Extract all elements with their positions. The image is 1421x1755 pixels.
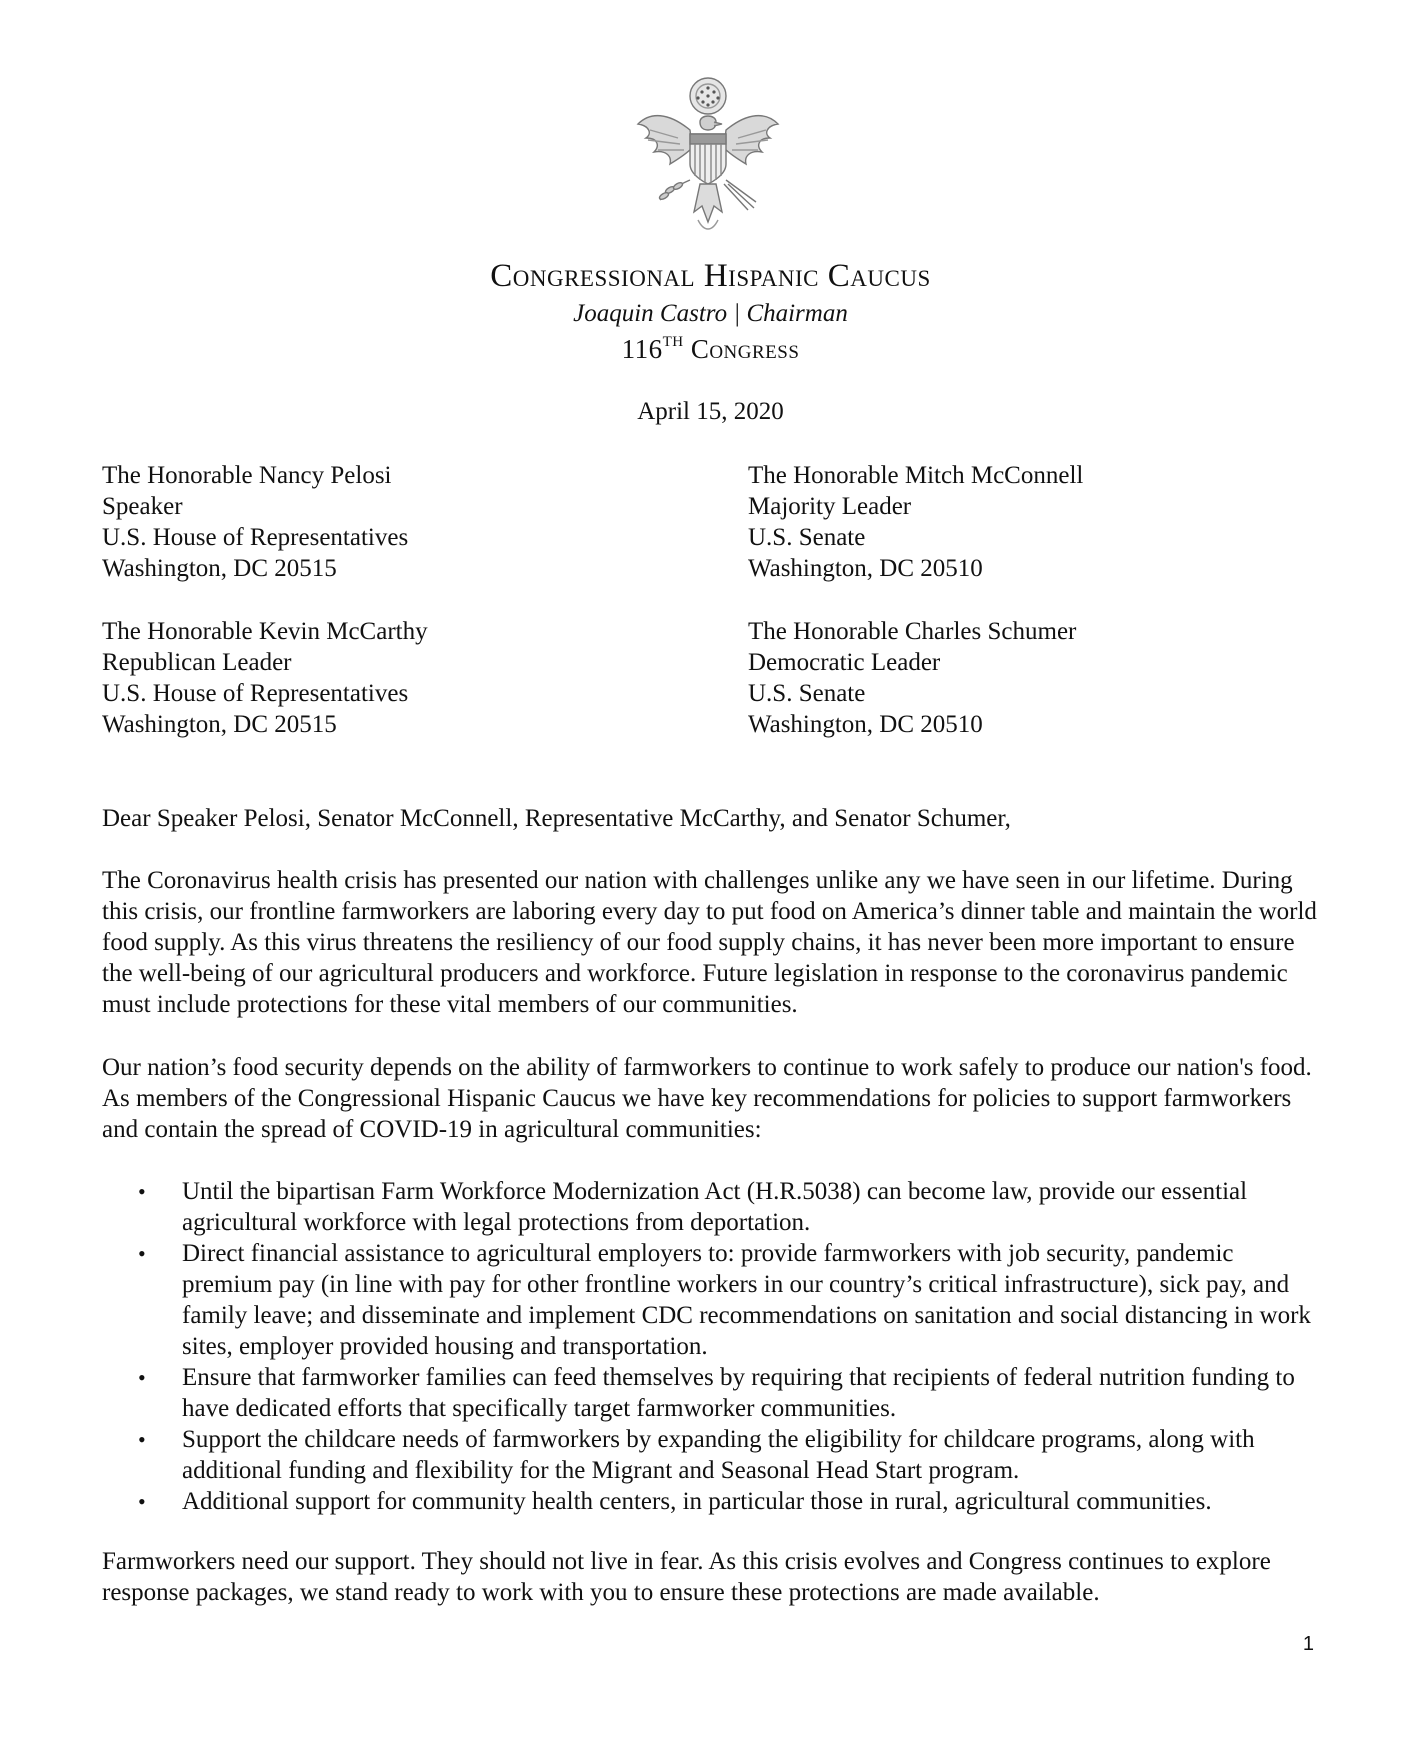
letter-date: April 15, 2020 [637,398,784,425]
recommendation-text: Ensure that farmworker families can feed themselves by requiring that recipients of federal nutrition funding to have dedicated efforts that specifically target farmworker communities. [182,1364,1295,1422]
addressee-body: U.S. Senate [748,524,866,551]
addressee-body: U.S. House of Representatives [102,680,409,707]
bullet-icon: • [138,1365,146,1390]
organization-name: Congressional Hispanic Caucus [490,258,931,294]
list-item [102,1424,1322,1486]
addressee-city: Washington, DC 20510 [748,555,983,582]
addressee-block [748,460,1083,584]
addressee-block [102,616,428,740]
addressee-title: Speaker [102,493,183,520]
addressee-title: Majority Leader [748,493,912,520]
recommendation-text: Direct financial assistance to agricultural employers to: provide farmworkers with job security, pandemic premium pay (in line with pay for other frontline workers in our country’s critical infrastructure), sick pay, and family leave; and disseminate and implement CDC recommendations on sanitation and social distancing in work sites, employer provided housing and transportation. [182,1240,1311,1360]
addressee-title: Republican Leader [102,649,292,676]
addressee-block [102,460,408,584]
addressee-name: The Honorable Mitch McConnell [748,462,1084,489]
recommendations-list [102,1176,1322,1517]
list-item [102,1362,1322,1424]
addressee-body: U.S. House of Representatives [102,524,409,551]
addressee-name: The Honorable Charles Schumer [748,618,1077,645]
bullet-icon: • [138,1489,146,1514]
congress-word: Congress [690,334,800,364]
bullet-icon: • [138,1179,146,1204]
recommendation-text: Until the bipartisan Farm Workforce Modernization Act (H.R.5038) can become law, provide our essential agricultural workforce with legal protections from deportation. [182,1178,1248,1236]
great-seal-eagle-icon [628,72,788,237]
addressee-block [748,616,1076,740]
list-item [102,1238,1322,1362]
addressee-name: The Honorable Kevin McCarthy [102,618,428,645]
congress-line [0,334,1421,365]
congress-suffix: TH [662,334,684,350]
closing-paragraph: Farmworkers need our support. They should not live in fear. As this crisis evolves and Congress continues to explore response packages, we stand ready to work with you to ensure these protections are made available. [102,1548,1271,1606]
addressee-city: Washington, DC 20515 [102,711,337,738]
list-item [102,1176,1322,1238]
bullet-icon: • [138,1241,146,1266]
addressee-city: Washington, DC 20510 [748,711,983,738]
addressee-name: The Honorable Nancy Pelosi [102,462,392,489]
congress-number: 116 [621,334,663,364]
body-paragraph: Our nation’s food security depends on the ability of farmworkers to continue to work safely to produce our nation's food. As members of the Congressional Hispanic Caucus we have key recommendations for policies to support farmworkers and contain the spread of COVID-19 in agricultural communities: [102,1054,1312,1143]
bullet-icon: • [138,1427,146,1452]
addressee-city: Washington, DC 20515 [102,555,337,582]
list-item [102,1486,1322,1517]
addressee-title: Democratic Leader [748,649,941,676]
salutation: Dear Speaker Pelosi, Senator McConnell, Representative McCarthy, and Senator Schumer, [102,805,1011,832]
addressee-body: U.S. Senate [748,680,866,707]
chairman-line: Joaquin Castro | Chairman [573,300,848,327]
body-paragraph: The Coronavirus health crisis has presented our nation with challenges unlike any we have seen in our lifetime. During this crisis, our frontline farmworkers are laboring every day to put food on America’s dinner table and maintain the world food supply. As this virus threatens the resiliency of our food supply chains, it has never been more important to ensure the well-being of our agricultural producers and workforce. Future legislation in response to the coronavirus pandemic must include protections for these vital members of our communities. [102,867,1317,1018]
page-number: 1 [1302,1633,1314,1655]
recommendation-text: Additional support for community health centers, in particular those in rural, agricultural communities. [182,1488,1212,1515]
recommendation-text: Support the childcare needs of farmworkers by expanding the eligibility for childcare programs, along with additional funding and flexibility for the Migrant and Seasonal Head Start program. [182,1426,1255,1484]
